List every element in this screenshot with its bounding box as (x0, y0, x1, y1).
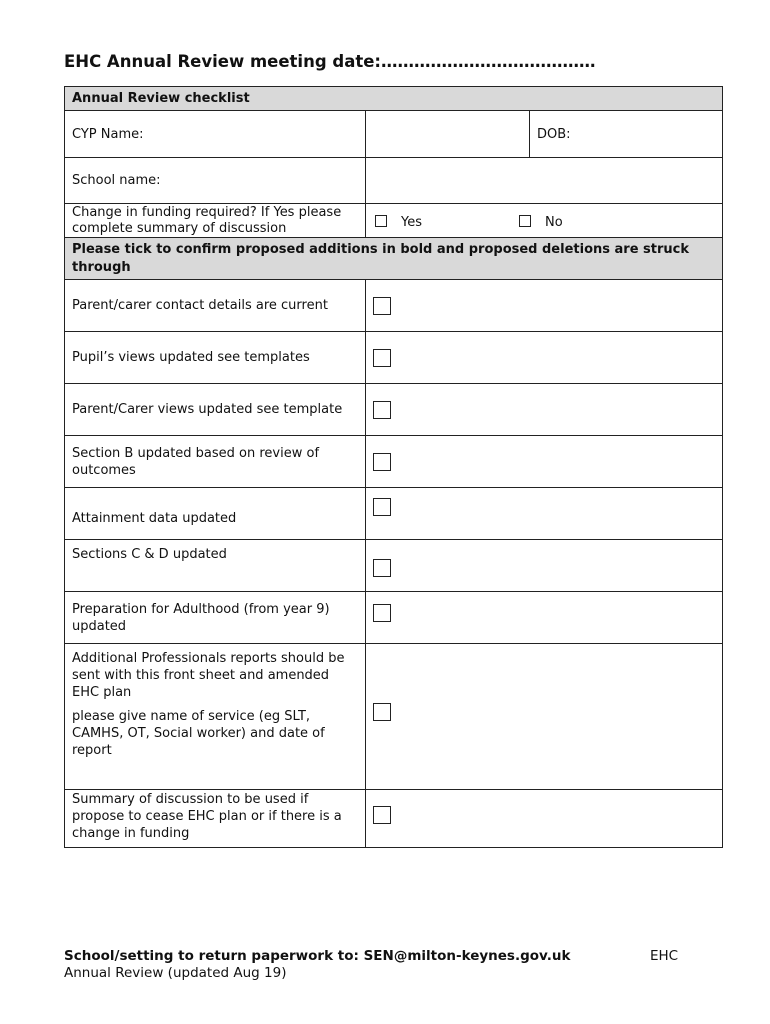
checkbox[interactable] (373, 297, 391, 315)
checklist-item-cell (366, 790, 723, 848)
funding-label: Change in funding required? If Yes please complete summary of discussion (65, 204, 366, 238)
cyp-row (65, 111, 723, 158)
checklist-item-label-cell (65, 644, 366, 790)
checklist-row (65, 332, 723, 384)
checklist-row (65, 592, 723, 644)
footer-return-text: School/setting to return paperwork to: SEN@milton-keynes.gov.uk (64, 948, 571, 964)
checklist-item-label: Sections C & D updated (65, 540, 366, 592)
no-checkbox[interactable] (519, 215, 531, 227)
dob-label: DOB: (537, 126, 571, 142)
checkbox[interactable] (373, 806, 391, 824)
checklist-item-cell (366, 644, 723, 790)
checklist-item-note: please give name of service (eg SLT, CAMHS, OT, Social worker) and date of report (72, 709, 325, 758)
checklist-item-cell (366, 436, 723, 488)
checklist-item-label: Parent/Carer views updated see template (65, 384, 366, 436)
checkbox[interactable] (373, 349, 391, 367)
checkbox[interactable] (373, 604, 391, 622)
checklist-row (65, 436, 723, 488)
yes-option[interactable] (375, 214, 422, 231)
footer-doc-name: Annual Review (updated Aug 19) (64, 965, 287, 981)
checklist-item-label: Attainment data updated (65, 488, 366, 540)
checklist-row (65, 488, 723, 540)
checkbox[interactable] (373, 559, 391, 577)
cyp-name-field[interactable] (366, 111, 530, 158)
page-title: EHC Annual Review meeting date:………………………………… (64, 52, 596, 71)
checklist-row (65, 384, 723, 436)
checklist-item-label: Additional Professionals reports should be sent with this front sheet and amended EHC plan (72, 651, 345, 700)
dob-field[interactable] (530, 111, 723, 158)
funding-row (65, 204, 723, 238)
checklist-row (65, 790, 723, 848)
checkbox[interactable] (373, 498, 391, 516)
checklist-item-cell (366, 332, 723, 384)
no-label: No (545, 215, 563, 230)
checklist-item-cell (366, 592, 723, 644)
checklist-item-label: Summary of discussion to be used if propose to cease EHC plan or if there is a change in funding (65, 790, 366, 848)
checklist-row (65, 280, 723, 332)
cyp-name-label: CYP Name: (65, 111, 366, 158)
checklist-header-row (65, 87, 723, 111)
checklist-item-label: Section B updated based on review of outcomes (65, 436, 366, 488)
funding-options (366, 204, 723, 238)
checkbox[interactable] (373, 401, 391, 419)
school-row (65, 158, 723, 204)
instruction-text: Please tick to confirm proposed additions in bold and proposed deletions are struck through (65, 238, 723, 280)
footer (64, 948, 570, 982)
checklist-item-label: Preparation for Adulthood (from year 9) updated (65, 592, 366, 644)
yes-label: Yes (401, 215, 422, 230)
annual-review-checklist-table (64, 86, 723, 848)
footer-doc-code: EHC (650, 948, 679, 964)
checkbox[interactable] (373, 453, 391, 471)
school-name-field[interactable] (366, 158, 723, 204)
checklist-item-cell (366, 384, 723, 436)
checklist-header: Annual Review checklist (65, 87, 723, 111)
checklist-item-cell (366, 280, 723, 332)
checklist-item-cell (366, 488, 723, 540)
checklist-row (65, 540, 723, 592)
checklist-item-label: Parent/carer contact details are current (65, 280, 366, 332)
checklist-row (65, 644, 723, 790)
no-option[interactable] (519, 214, 563, 231)
checklist-item-cell (366, 540, 723, 592)
yes-checkbox[interactable] (375, 215, 387, 227)
checklist-item-label: Pupil’s views updated see templates (65, 332, 366, 384)
school-name-label: School name: (65, 158, 366, 204)
checkbox[interactable] (373, 703, 391, 721)
instruction-row (65, 238, 723, 280)
